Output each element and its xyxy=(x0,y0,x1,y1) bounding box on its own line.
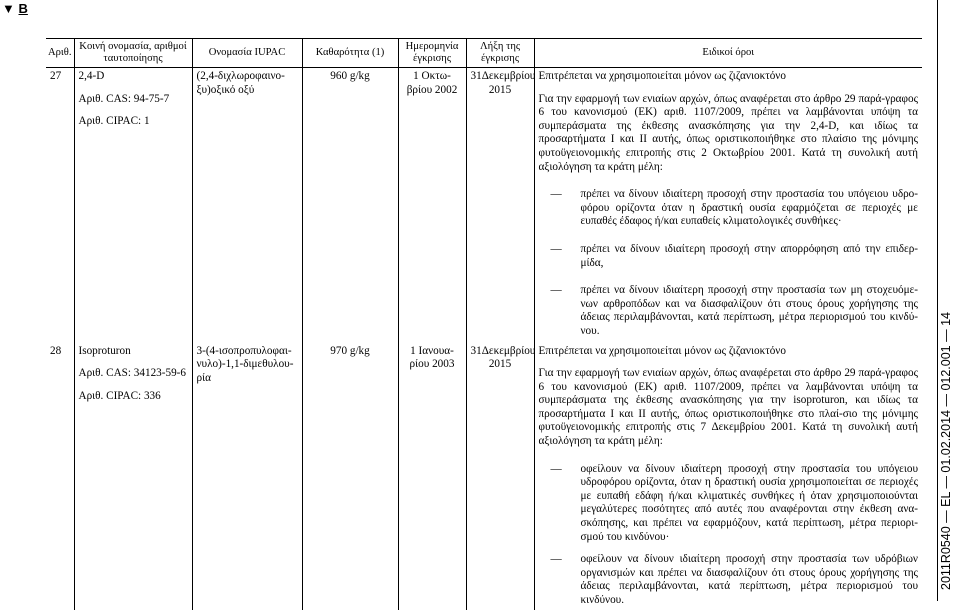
row-number: 28 xyxy=(50,344,62,357)
header-common-name: Κοινή ονομασία, αριθμοί ταυτοποίησης xyxy=(74,39,192,68)
provisions-cell xyxy=(534,68,922,341)
header-purity: Καθαρότητα (1) xyxy=(302,39,398,68)
use-restriction: Επιτρέπεται να χρησιμοποιείται μόνον ως ζιζανιοκτόνο xyxy=(538,344,786,357)
list-item: — πρέπει να δίνουν ιδιαίτερη προσοχή στην απορρόφηση από την επιδερ-μίδα, xyxy=(550,242,918,269)
header-no: Αριθ. xyxy=(46,39,74,68)
substances-table xyxy=(46,38,922,610)
approval-date: 1 Οκτω-βρίου 2002 xyxy=(398,68,466,341)
table-row xyxy=(46,341,922,610)
triangle-down-icon: ▼ xyxy=(2,1,15,16)
side-reference-strip xyxy=(937,0,956,601)
provisions-cell xyxy=(534,341,922,610)
cas-number: Αριθ. CAS: 34123-59-6 xyxy=(78,367,186,380)
document-reference: 2011R0540 — EL — 01.02.2014 — 012.001 — 14 xyxy=(939,312,953,590)
iupac-name: (2,4-διχλωροφαινο-ξυ)οξικό οξύ xyxy=(192,68,302,341)
list-item: — οφείλουν να δίνουν ιδιαίτερη προσοχή στην προστασία του υπόγειου υδροφόρου ορίζοντα, όταν η δραστική ουσία χρησιμοποιείται σε περιοχές με ευπαθή εδάφη ή/και κλιματικές συνθήκες ή όταν χρησιμοποιούνται μεγαλύτερες ποσότητες από αυτές που αναφέρονται στην έκθεση ανα-σκόπησης, και πρέπει να εφαρμόζουν, κατά περίπτωση, μέτρα περιορι-σμού του κινδύνου· xyxy=(550,462,918,543)
iupac-name: 3-(4-ισοπροπυλοφαι-νυλο)-1,1-διμεθυλου-ρία xyxy=(192,341,302,610)
cipac-number: Αριθ. CIPAC: 1 xyxy=(78,115,150,128)
purity-value: 970 g/kg xyxy=(302,341,398,610)
list-item: — πρέπει να δίνουν ιδιαίτερη προσοχή στην προστασία του υπόγειου υδρο-φόρου ορίζοντα όταν η δραστική ουσία εφαρμόζεται σε περιοχές με ευπαθές έδαφος ή/και ευπαθείς κλιματολογικές συνθήκες· xyxy=(550,188,918,228)
header-provisions: Ειδικοί όροι xyxy=(534,39,922,68)
table-header-row xyxy=(46,39,922,68)
approval-date: 1 Ιανουα-ρίου 2003 xyxy=(398,341,466,610)
marker-letter: B xyxy=(18,1,28,16)
list-item: — πρέπει να δίνουν ιδιαίτερη προσοχή στην προστασία των μη στοχευόμε-νων αρθροπόδων και να διασφαλίζουν ότι στους όρους χορήγησης της άδειας περιλαμβάνονται, κατά περίπτωση, μέτρα περιορισμού του κινδύ-νου. xyxy=(550,284,918,337)
substance-name: Isoproturon xyxy=(78,344,131,357)
substance-name: 2,4-D xyxy=(78,70,105,82)
header-expiry: Λήξη της έγκρισης xyxy=(466,39,534,68)
table-row xyxy=(46,68,922,341)
common-name-cell xyxy=(74,68,192,341)
header-approval: Ημερομηνία έγκρισης xyxy=(398,39,466,68)
common-name-cell xyxy=(74,341,192,610)
purity-value: 960 g/kg xyxy=(302,68,398,341)
provisions-paragraph: Για την εφαρμογή των ενιαίων αρχών, όπως αναφέρεται στο άρθρο 29 παρά-γραφος 6 του κανονισμού (ΕΚ) αριθ. 1107/2009, πρέπει να λαμβάνονται υπόψη τα συμπεράσματα της έκθεσης ανασκόπησης για την 2,4-D, και ιδίως τα προσαρτήματα I και II αυτής, όπως οριστικοποιήθηκε στο πλαίσιο της μόνιμης φυτοϋγειονομικής επιτροπής στις 2 Οκτωβρίου 2001. Κατά τη συνολική αυτή αξιολόγηση τα κράτη μέλη: xyxy=(538,92,918,173)
use-restriction: Επιτρέπεται να χρησιμοποιείται μόνον ως ζιζανιοκτόνο xyxy=(538,70,786,82)
cas-number: Αριθ. CAS: 94-75-7 xyxy=(78,92,170,105)
provisions-paragraph: Για την εφαρμογή των ενιαίων αρχών, όπως αναφέρεται στο άρθρο 29 παρά-γραφος 6 του κανονισμού (ΕΚ) αριθ. 1107/2009, πρέπει να λαμβάνονται υπόψη τα συμπεράσματα της έκθεσης ανασκόπησης για την isoproturon, και ιδίως τα προσαρτήματα I και II αυτής, όπως οριστικοποιήθηκε στο πλαί-σιο της μόνιμης φυτοϋγειονομικής επιτροπής στις 7 Δεκεμβρίου 2001. Κατά τη συνολική αυτή αξιολόγηση τα κράτη μέλη: xyxy=(538,367,918,448)
amendment-marker xyxy=(2,1,28,16)
row-number: 27 xyxy=(50,70,62,82)
list-item: — οφείλουν να δίνουν ιδιαίτερη προσοχή στην προστασία των υδρόβιων οργανισμών και πρέπει να διασφαλίζουν ότι στους όρους χορήγησης της άδειας περιλαμβάνονται, κατά περίπτωση, μέτρα περιορισμού του κινδύνου. xyxy=(550,553,918,606)
expiry-date: 31Δεκεμβρίου 2015 xyxy=(466,341,534,610)
cipac-number: Αριθ. CIPAC: 336 xyxy=(78,389,161,402)
expiry-date: 31Δεκεμβρίου 2015 xyxy=(466,68,534,341)
header-iupac: Ονομασία IUPAC xyxy=(192,39,302,68)
